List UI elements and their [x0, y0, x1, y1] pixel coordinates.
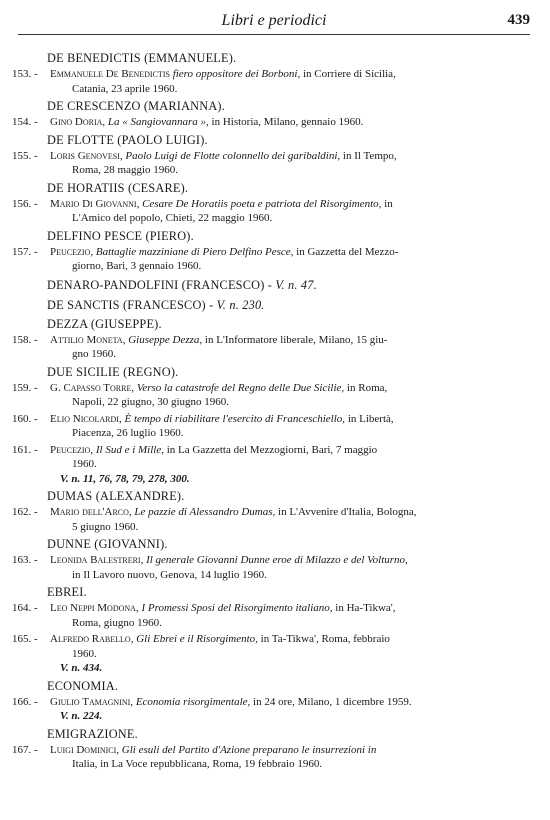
bibliography-entry [0, 67, 550, 96]
subject-name: DE CRESCENZO (MARIANNA). [47, 99, 225, 113]
subject-section [0, 132, 550, 178]
entry-publication: in Gazzetta del Mezzo- [293, 245, 399, 258]
cross-reference: V. n. 434. [60, 662, 103, 674]
entry-title: Le pazzie di Alessandro Dumas, [134, 506, 276, 518]
subject-section [0, 228, 550, 274]
entry-first-line [50, 695, 515, 710]
subject-name: DUNNE (GIOVANNI). [47, 537, 168, 551]
bibliography-entry [0, 443, 550, 487]
entry-publication: in Ta-Tikwa', Roma, febbraio [257, 633, 390, 645]
page-number: 439 [507, 12, 530, 28]
subject-heading [47, 536, 550, 553]
entry-number: 163. - [12, 554, 38, 566]
entry-continuation: Napoli, 22 giugno, 30 giugno 1960. [72, 396, 230, 408]
entry-continuation: Roma, 28 maggio 1960. [72, 164, 179, 176]
entry-title: La « Sangiovannara », [107, 116, 209, 128]
subject-section [0, 277, 550, 294]
entry-title: È tempo di riabilitare l'esercito di Franceschiello, [124, 412, 346, 425]
subject-section [0, 98, 550, 130]
entry-continuation: in Il Lavoro nuovo, Genova, 14 luglio 1960. [72, 568, 267, 581]
subject-name: DUMAS (ALEXANDRE). [47, 489, 185, 503]
cross-reference: - V. n. 230. [205, 297, 265, 312]
bibliography-entry [0, 381, 550, 410]
subject-heading [47, 132, 550, 149]
entry-author: Elio Nicolardi, [50, 412, 122, 425]
entry-continuation: 1960. [72, 458, 97, 470]
bibliography-entry [0, 115, 550, 130]
entry-continuation: Piacenza, 26 luglio 1960. [72, 427, 184, 439]
cross-reference: V. n. 224. [60, 710, 103, 722]
bibliography-entry [0, 601, 550, 630]
subject-heading [47, 726, 550, 743]
entry-title: Gli esuli del Partito d'Azione preparano le insurrezioni in [121, 743, 377, 756]
subject-section [0, 726, 550, 772]
subject-heading [47, 180, 550, 197]
entry-author: Luigi Dominici, [50, 743, 120, 756]
subject-heading [47, 678, 550, 695]
bibliography-entry [0, 695, 550, 724]
subject-heading [47, 50, 550, 67]
entry-title: Gli Ebrei e il Risorgimento, [136, 633, 258, 645]
entry-title: Verso la catastrofe del Regno delle Due Sicilie, [136, 381, 345, 394]
entry-author: Emmanuele De Benedictis [50, 68, 170, 80]
entry-publication: in L'Informatore liberale, Milano, 15 giu- [202, 333, 388, 346]
entry-author: G. Capasso Torre, [50, 381, 135, 394]
entry-number: 167. - [12, 743, 38, 756]
subject-heading [47, 488, 550, 505]
subject-heading [47, 584, 550, 601]
entry-number: 157. - [12, 245, 38, 258]
entry-title: Economia risorgimentale, [135, 695, 251, 708]
subject-section [0, 180, 550, 226]
entry-title: Giuseppe Dezza, [128, 333, 203, 346]
subject-name: DE HORATIIS (CESARE). [47, 180, 189, 195]
cross-reference: - V. n. 47. [264, 277, 317, 292]
entry-first-line [50, 505, 515, 520]
entry-number: 154. - [12, 116, 38, 128]
entry-first-line [50, 553, 515, 568]
entry-first-line [50, 67, 515, 82]
subject-heading [47, 297, 550, 314]
subject-heading [47, 277, 550, 294]
entry-number: 162. - [12, 506, 38, 518]
entry-number: 165. - [12, 633, 38, 645]
entry-number: 155. - [12, 149, 38, 162]
entry-continuation: gno 1960. [72, 348, 116, 360]
entry-first-line [50, 632, 515, 647]
entry-first-line [50, 601, 515, 616]
subject-heading [47, 98, 550, 115]
entry-publication: in 24 ore, Milano, 1 dicembre 1959. [250, 695, 412, 708]
subject-name: DE SANCTIS (FRANCESCO) [47, 297, 206, 312]
entry-first-line [50, 245, 515, 260]
bibliography-entry [0, 197, 550, 226]
subject-name: EMIGRAZIONE. [47, 726, 138, 741]
subject-name: DENARO-PANDOLFINI (FRANCESCO) [47, 277, 265, 292]
entry-publication: in Libertà, [345, 412, 394, 425]
entry-publication: in [381, 197, 393, 210]
bibliography-entry [0, 412, 550, 441]
entry-publication: in L'Avvenire d'Italia, Bologna, [275, 506, 417, 518]
entry-first-line [50, 743, 515, 758]
entry-title: Paolo Luigi de Flotte colonnello dei garibaldini, [125, 149, 341, 162]
entry-title: Battaglie mazziniane di Piero Delfino Pesce, [95, 245, 294, 258]
entry-title: Cesare De Horatiis poeta e patriota del Risorgimento, [142, 197, 382, 210]
entry-publication: in La Gazzetta del Mezzogiorni, Bari, 7 maggio [163, 443, 378, 456]
subject-name: DELFINO PESCE (PIERO). [47, 228, 194, 243]
bibliography-entry [0, 149, 550, 178]
subject-section [0, 316, 550, 362]
subject-name: DE BENEDICTIS (EMMANUELE). [47, 51, 237, 65]
bibliography-entry [0, 743, 550, 772]
entry-continuation: 1960. [72, 647, 97, 660]
entry-title: Il generale Giovanni Dunne eroe di Milazzo e del Volturno, [146, 554, 408, 566]
entry-author: Attilio Moneta, [50, 333, 126, 346]
bibliography-entry [0, 333, 550, 362]
entry-publication: in Il Tempo, [340, 149, 397, 162]
subject-section [0, 584, 550, 676]
entry-publication: in Historia, Milano, gennaio 1960. [208, 116, 364, 128]
entry-author: Loris Genovesi, [50, 149, 123, 162]
entry-first-line [50, 197, 515, 212]
entry-number: 159. - [12, 381, 38, 394]
bibliography-entry [0, 505, 550, 534]
subject-heading [47, 316, 550, 333]
entry-publication: in Ha-Tikwa', [332, 602, 396, 614]
subject-section [0, 364, 550, 487]
entry-author: Mario dell'Arco, [50, 506, 132, 518]
bibliography-entry [0, 245, 550, 274]
entry-publication: , in Corriere di Sicilia, [297, 68, 396, 80]
entry-number: 156. - [12, 197, 38, 210]
entry-publication: in Roma, [344, 381, 388, 394]
subject-section [0, 297, 550, 314]
entry-continuation: 5 giugno 1960. [72, 520, 139, 533]
entry-title: fiero oppositore dei Borboni [172, 68, 298, 80]
subject-name: DUE SICILIE (REGNO). [47, 364, 179, 379]
subject-name: ECONOMIA. [47, 678, 119, 693]
bibliography-entry [0, 553, 550, 582]
entry-first-line [50, 443, 515, 458]
subject-heading [47, 364, 550, 381]
subject-section [0, 536, 550, 582]
entry-first-line [50, 412, 515, 427]
entry-continuation: Italia, in La Voce repubblicana, Roma, 19 febbraio 1960. [72, 758, 323, 770]
entry-author: Leonida Balestreri, [50, 554, 144, 566]
entry-continuation: L'Amico del popolo, Chieti, 22 maggio 1960. [72, 212, 273, 224]
subject-section [0, 50, 550, 96]
entry-author: Alfredo Rabello, [50, 633, 134, 645]
entry-author: Peucezio, [50, 245, 94, 258]
bibliography-list [0, 50, 550, 774]
entry-title: Il Sud e i Mille, [95, 443, 164, 456]
page-header [18, 10, 530, 35]
entry-author: Giulio Tamagnini, [50, 695, 134, 708]
cross-reference: V. n. 11, 76, 78, 79, 278, 300. [60, 472, 190, 485]
subject-section [0, 488, 550, 534]
entry-author: Gino Doria, [50, 116, 106, 128]
entry-first-line [50, 381, 515, 396]
running-title: Libri e periodici [221, 12, 327, 29]
entry-number: 158. - [12, 333, 38, 346]
entry-continuation: giorno, Bari, 3 gennaio 1960. [72, 260, 202, 272]
entry-first-line [50, 333, 515, 348]
subject-name: EBREI. [47, 585, 87, 599]
subject-heading [47, 228, 550, 245]
entry-author: Leo Neppi Modona, [50, 602, 139, 614]
entry-number: 166. - [12, 695, 38, 708]
entry-number: 160. - [12, 412, 38, 425]
entry-continuation: Catania, 23 aprile 1960. [72, 82, 178, 95]
entry-continuation: Roma, giugno 1960. [72, 616, 162, 629]
entry-author: Mario Di Giovanni, [50, 197, 140, 210]
entry-first-line [50, 149, 515, 164]
entry-author: Peucezio, [50, 443, 94, 456]
entry-title: I Promessi Sposi del Risorgimento italiano, [141, 602, 333, 614]
subject-name: DE FLOTTE (PAOLO LUIGI). [47, 132, 208, 147]
entry-number: 153. - [12, 68, 38, 80]
subject-section [0, 678, 550, 724]
entry-first-line [50, 115, 515, 130]
bibliography-entry [0, 632, 550, 676]
entry-number: 161. - [12, 443, 38, 456]
entry-number: 164. - [12, 602, 38, 614]
subject-name: DEZZA (GIUSEPPE). [47, 316, 162, 331]
